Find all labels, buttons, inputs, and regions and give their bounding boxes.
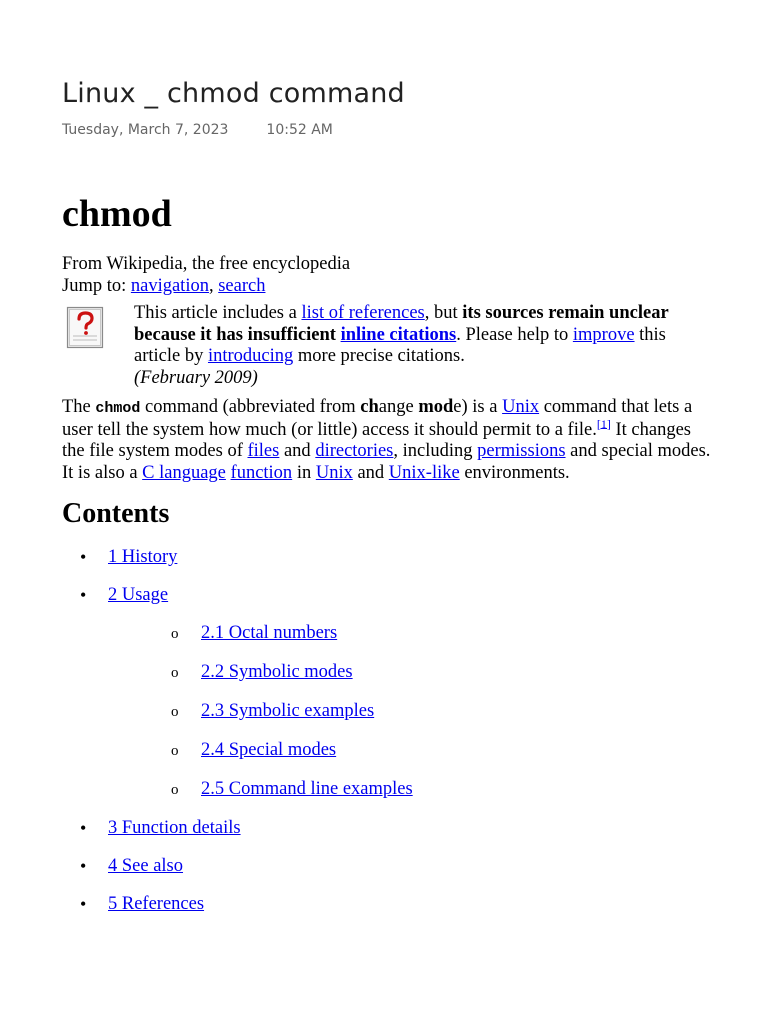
table-of-contents	[62, 496, 712, 931]
unix-link[interactable]: Unix	[502, 397, 540, 417]
toc-item	[62, 584, 712, 622]
lead-text: It changes the file system modes of	[62, 419, 691, 461]
toc-sub-bullet: o	[171, 704, 179, 720]
toc-subitem	[62, 778, 712, 817]
toc-subitem	[62, 739, 712, 778]
toc-list	[62, 546, 712, 931]
lead-text: in	[292, 462, 316, 483]
improve-link[interactable]: improve	[572, 324, 635, 345]
toc-bullet: •	[80, 856, 87, 876]
lead-paragraph	[62, 397, 712, 484]
notice-text: this article by	[134, 324, 666, 366]
c-language-link[interactable]: C language	[142, 462, 226, 483]
lead-text: environments.	[459, 462, 570, 483]
chmod-code: chmod	[95, 400, 141, 417]
notice-bold-text: its sources remain unclear because it has insufficient	[134, 303, 669, 345]
toc-item	[62, 855, 712, 893]
jump-navigation-link[interactable]: navigation	[130, 275, 209, 296]
directories-link[interactable]: directories	[315, 441, 394, 461]
article-body	[62, 190, 712, 931]
jump-search-link[interactable]: search	[218, 275, 266, 296]
question-mark-document-icon	[66, 306, 106, 350]
unix-like-link[interactable]: Unix-like	[388, 462, 460, 483]
toc-sub-bullet: o	[171, 782, 179, 798]
toc-link-function-details[interactable]: 3 Function details	[108, 818, 241, 838]
toc-link-see-also[interactable]: 4 See also	[108, 856, 184, 876]
notice-text: . Please help to	[456, 324, 573, 345]
contents-heading: Contents	[62, 498, 170, 529]
toc-link-symbolic-modes[interactable]: 2.2 Symbolic modes	[201, 662, 353, 682]
permissions-link[interactable]: permissions	[477, 441, 566, 461]
toc-link-special-modes[interactable]: 2.4 Special modes	[201, 740, 337, 760]
lead-text: and special modes. It is also a	[62, 441, 711, 483]
toc-sub-bullet: o	[171, 665, 179, 681]
toc-link-usage[interactable]: 2 Usage	[108, 585, 169, 605]
toc-sub-bullet: o	[171, 626, 179, 642]
note-date: Tuesday, March 7, 2023	[62, 122, 229, 138]
jump-to-label: Jump to:	[62, 275, 131, 296]
lead-text: and	[352, 462, 389, 483]
notice-text: more precise citations.	[293, 346, 465, 366]
lead-text: ange	[378, 397, 419, 417]
toc-item	[62, 817, 712, 855]
reference-1-link[interactable]: [1]	[596, 416, 611, 431]
lead-text: and	[279, 441, 316, 461]
toc-bullet: •	[80, 585, 87, 605]
toc-item	[62, 893, 712, 931]
citation-notice	[66, 303, 712, 389]
function-link[interactable]: function	[230, 462, 293, 483]
toc-subitem	[62, 622, 712, 661]
toc-sub-bullet: o	[171, 743, 179, 759]
notice-text: This article includes a	[134, 303, 302, 323]
jump-separator: ,	[208, 275, 219, 296]
toc-subitem	[62, 661, 712, 700]
files-link[interactable]: files	[247, 441, 280, 461]
notice-text: , but	[424, 303, 463, 323]
lead-text: e) is a	[453, 397, 503, 417]
article-source: From Wikipedia, the free encyclopedia	[62, 254, 351, 274]
notice-date: (February 2009)	[134, 367, 258, 388]
citation-notice-text	[134, 303, 704, 389]
lead-text: command (abbreviated from	[140, 397, 361, 417]
toc-bullet: •	[80, 547, 87, 567]
inline-citations-link[interactable]: inline citations	[340, 324, 457, 345]
toc-link-references[interactable]: 5 References	[108, 894, 205, 914]
toc-bullet: •	[80, 894, 87, 914]
lead-text: The	[62, 397, 96, 417]
lead-bold: mod	[418, 397, 454, 417]
jump-to	[62, 276, 712, 298]
toc-link-octal-numbers[interactable]: 2.1 Octal numbers	[201, 623, 338, 643]
unix-link-2[interactable]: Unix	[315, 462, 353, 483]
introducing-link[interactable]: introducing	[207, 346, 294, 366]
toc-bullet: •	[80, 818, 87, 838]
list-of-references-link[interactable]: list of references	[301, 303, 425, 323]
lead-bold: ch	[360, 397, 379, 417]
toc-item	[62, 546, 712, 584]
toc-subitem	[62, 700, 712, 739]
lead-text: , including	[393, 441, 478, 461]
note-title: Linux _ chmod command	[62, 78, 405, 109]
toc-link-history[interactable]: 1 History	[108, 547, 178, 567]
toc-link-command-line-examples[interactable]: 2.5 Command line examples	[201, 779, 413, 799]
note-timestamp	[62, 122, 333, 138]
lead-text: command that lets a user tell the system how much (or little) access it should permit to a file.	[62, 397, 693, 440]
note-time: 10:52 AM	[266, 122, 333, 138]
article-heading: chmod	[62, 193, 172, 235]
toc-link-symbolic-examples[interactable]: 2.3 Symbolic examples	[201, 701, 375, 721]
